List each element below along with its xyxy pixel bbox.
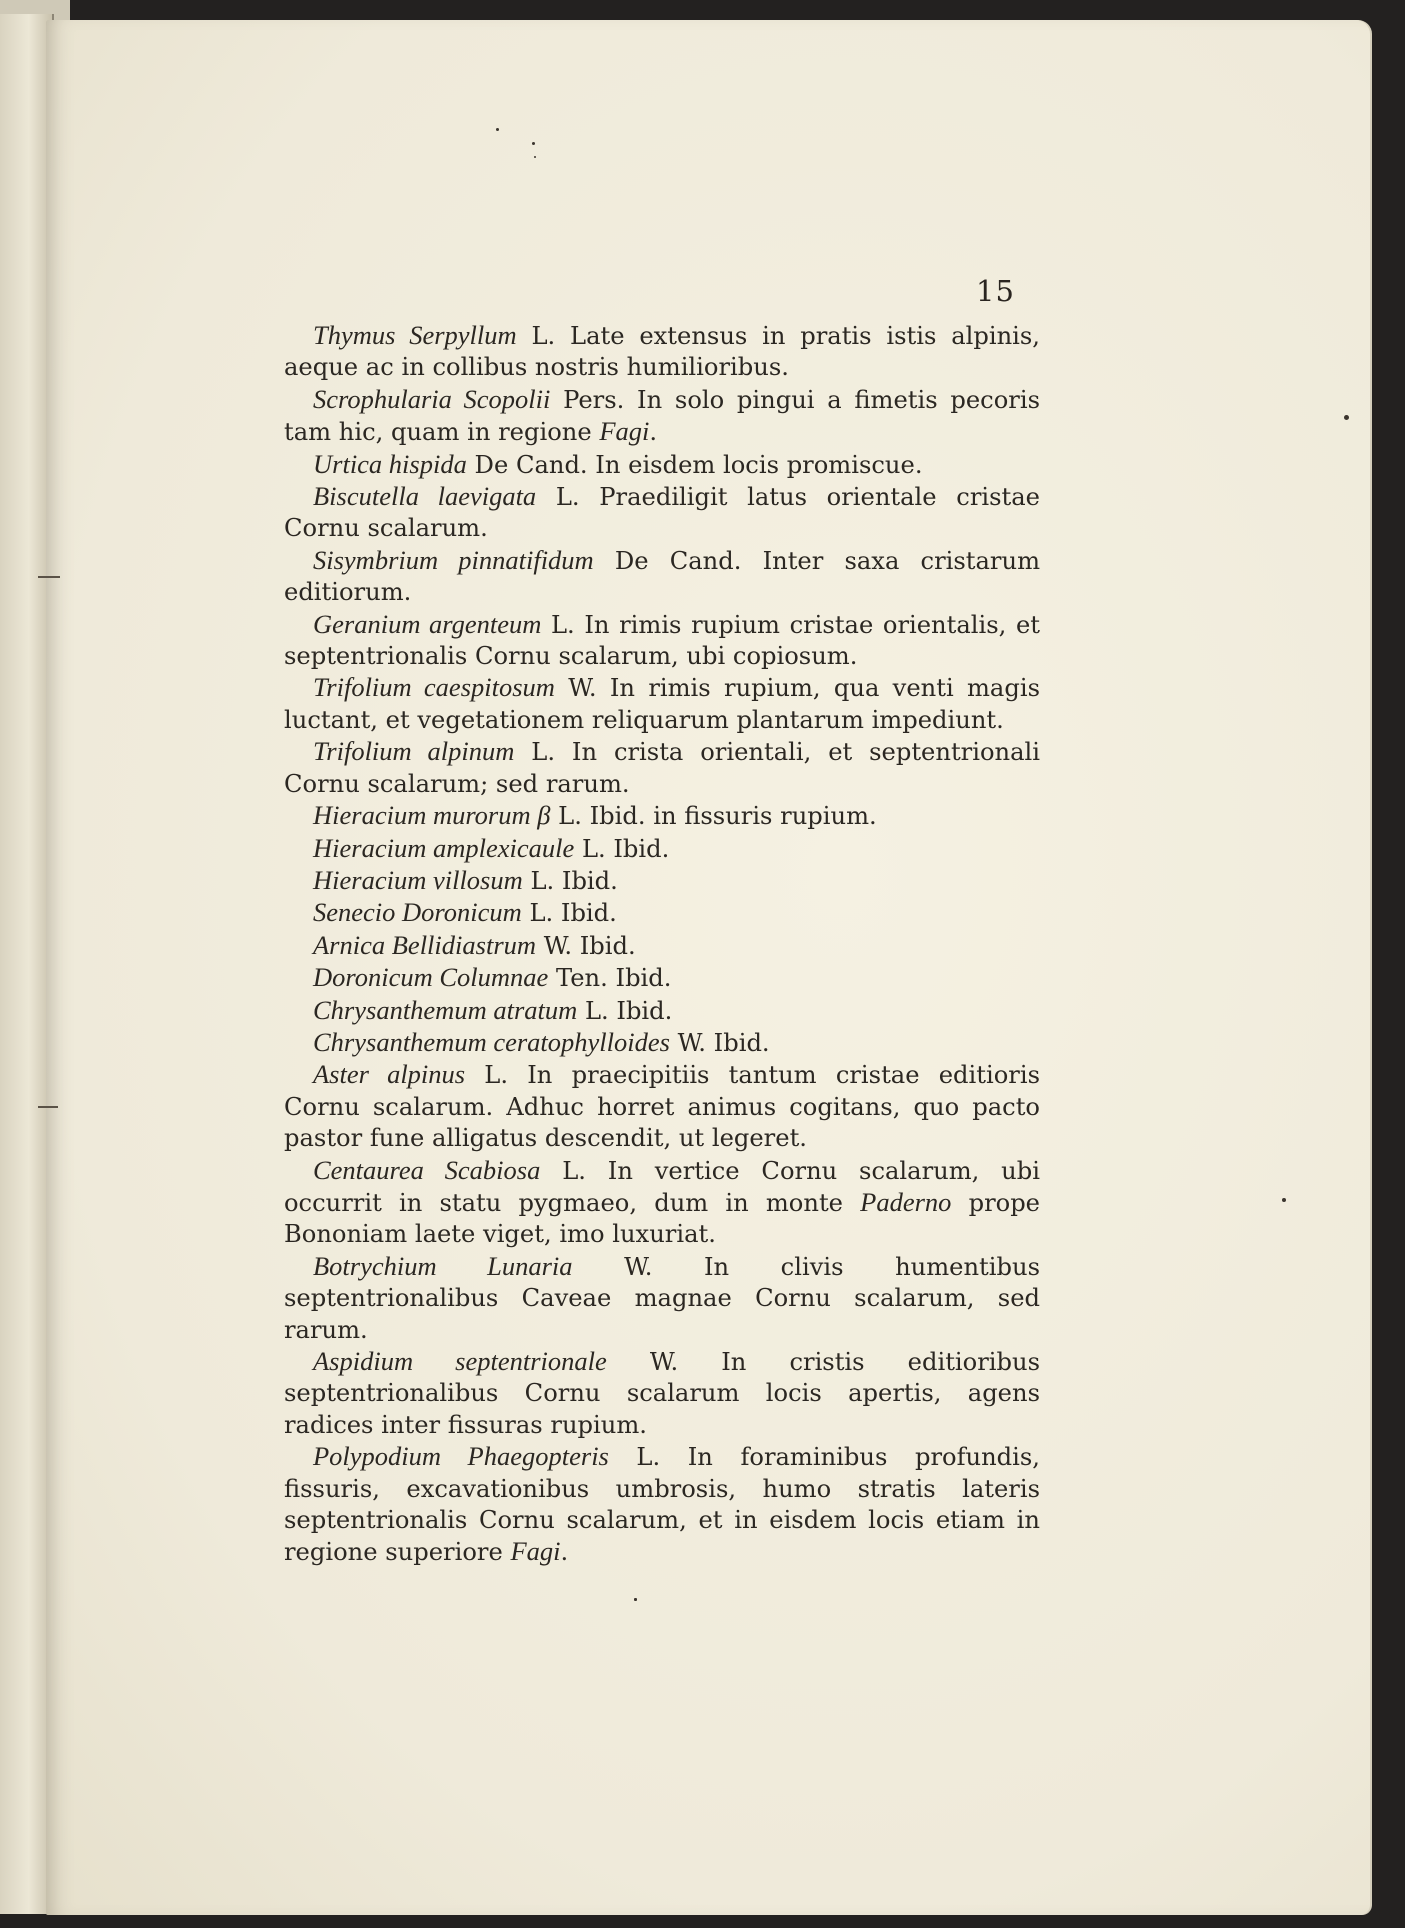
species-name: Chrysanthemum atratum xyxy=(313,994,578,1025)
entry-text: W. Ibid. xyxy=(536,931,636,960)
entry-text: Pers. In solo pingui a fimetis pecoris tam hic, quam in regione xyxy=(284,385,1040,447)
species-name: Hieracium murorum β xyxy=(313,800,551,831)
page-number: 15 xyxy=(976,274,1015,308)
species-name: Geranium argenteum xyxy=(313,608,542,639)
entry-text: L. Ibid. xyxy=(577,996,673,1025)
entry-text: L. In vertice Cornu scalarum, ubi occurrit in statu pygmaeo, dum in monte xyxy=(284,1156,1040,1217)
entry-text: De Cand. Inter saxa cristarum editiorum. xyxy=(284,546,1041,607)
entry-chrysanthemum-atratum xyxy=(284,995,1040,1027)
margin-mark xyxy=(38,576,60,578)
entry-text: L. Ibid. xyxy=(521,899,617,928)
entry-text: L. Ibid. xyxy=(522,866,618,895)
region-name: Fagi xyxy=(599,416,650,447)
entry-text: W. In cristis editioribus septentrionalibus Cornu scalarum locis apertis, agens radices inter fissuras rupium. xyxy=(284,1348,1040,1439)
region-name: Fagi xyxy=(510,1536,561,1567)
paper-speck xyxy=(532,142,535,145)
entry-biscutella-laevigata xyxy=(284,481,1040,545)
species-name: Thymus Serpyllum xyxy=(313,320,517,350)
species-name: Polypodium Phaegopteris xyxy=(313,1441,609,1472)
paper-speck xyxy=(634,1598,637,1601)
place-name: Paderno xyxy=(860,1186,952,1217)
species-name: Hieracium amplexicaule xyxy=(313,832,575,863)
entry-chrysanthemum-ceratophylloides xyxy=(284,1027,1040,1059)
entry-text: L. In praecipitiis tantum cristae editioris Cornu scalarum. Adhuc horret animus cogitans, quo pacto pastor fune alligatus descendit, ut legeret. xyxy=(284,1061,1040,1153)
book-page xyxy=(46,20,1370,1915)
entry-scrophularia-scopolii xyxy=(284,384,1040,449)
species-name: Senecio Doronicum xyxy=(313,897,522,928)
entry-senecio-doronicum xyxy=(284,897,1040,929)
paper-speck xyxy=(534,156,536,158)
species-name: Hieracium villosum xyxy=(313,864,523,895)
entry-trifolium-alpinum xyxy=(284,736,1040,800)
margin-mark xyxy=(38,1106,58,1108)
species-name: Trifolium caespitosum xyxy=(313,672,555,703)
entry-text: L. Ibid. xyxy=(574,834,670,863)
entry-urtica-hispida xyxy=(284,449,1040,481)
species-name: Arnica Bellidiastrum xyxy=(313,929,537,960)
body-text xyxy=(284,320,1040,1569)
entry-doronicum-columnae xyxy=(284,962,1040,994)
species-name: Sisymbrium pinnatifidum xyxy=(313,544,594,575)
entry-botrychium-lunaria xyxy=(284,1251,1040,1346)
entry-text-end: . xyxy=(649,418,658,447)
entry-text: L. In crista orientali, et septentrionali Cornu scalarum; sed rarum. xyxy=(284,738,1040,798)
entry-text: L. Late extensus in pratis istis alpinis, aeque ac in collibus nostris humilioribus. xyxy=(284,322,1041,382)
species-name: Biscutella laevigata xyxy=(313,481,537,512)
entry-text-end: prope Bononiam laete viget, imo luxuriat. xyxy=(284,1188,1040,1249)
species-name: Aspidium septentrionale xyxy=(313,1346,607,1376)
species-name: Botrychium Lunaria xyxy=(313,1250,573,1281)
paper-speck xyxy=(1344,415,1349,420)
entry-trifolium-caespitosum xyxy=(284,672,1040,736)
entry-text: L. Ibid. in fissuris rupium. xyxy=(550,802,877,831)
paper-speck xyxy=(1282,1198,1286,1202)
entry-text: De Cand. In eisdem locis promiscue. xyxy=(466,450,923,479)
species-name: Urtica hispida xyxy=(313,448,467,479)
entry-aspidium-septentrionale xyxy=(284,1346,1040,1441)
entry-text: L. In rimis rupium cristae orientalis, et septentrionalis Cornu scalarum, ubi copiosum. xyxy=(284,610,1040,671)
entry-thymus-serpyllum xyxy=(284,320,1040,384)
entry-text-end: . xyxy=(560,1538,569,1567)
entry-text: L. Praediligit latus orientale cristae Cornu scalarum. xyxy=(284,483,1040,543)
species-name: Aster alpinus xyxy=(313,1059,466,1090)
entry-hieracium-villosum xyxy=(284,865,1040,897)
entry-text: L. In foraminibus profundis, fissuris, excavationibus umbrosis, humo stratis lateris septentrionalis Cornu scalarum, et in eisdem locis etiam in regione superiore xyxy=(284,1443,1040,1567)
entry-hieracium-murorum xyxy=(284,800,1040,832)
species-name: Doronicum Columnae xyxy=(313,962,549,993)
entry-text: W. In rimis rupium, qua venti magis luctant, et vegetationem reliquarum plantarum impediunt. xyxy=(284,674,1040,734)
species-name: Centaurea Scabiosa xyxy=(313,1154,541,1185)
entry-text: W. In clivis humentibus septentrionalibus Caveae magnae Cornu scalarum, sed rarum. xyxy=(284,1252,1040,1344)
species-name: Trifolium alpinum xyxy=(313,736,515,767)
entry-polypodium-phaegopteris xyxy=(284,1441,1040,1569)
species-name: Scrophularia Scopolii xyxy=(313,383,551,414)
entry-aster-alpinus xyxy=(284,1059,1040,1154)
paper-speck xyxy=(496,128,499,131)
entry-geranium-argenteum xyxy=(284,609,1040,673)
entry-centaurea-scabiosa xyxy=(284,1155,1040,1251)
entry-text: Ten. Ibid. xyxy=(548,964,672,993)
species-name: Chrysanthemum ceratophylloides xyxy=(313,1026,670,1057)
entry-hieracium-amplexicaule xyxy=(284,833,1040,865)
entry-text: W. Ibid. xyxy=(669,1028,770,1057)
entry-arnica-bellidiastrum xyxy=(284,930,1040,962)
entry-sisymbrium-pinnatifidum xyxy=(284,545,1040,609)
